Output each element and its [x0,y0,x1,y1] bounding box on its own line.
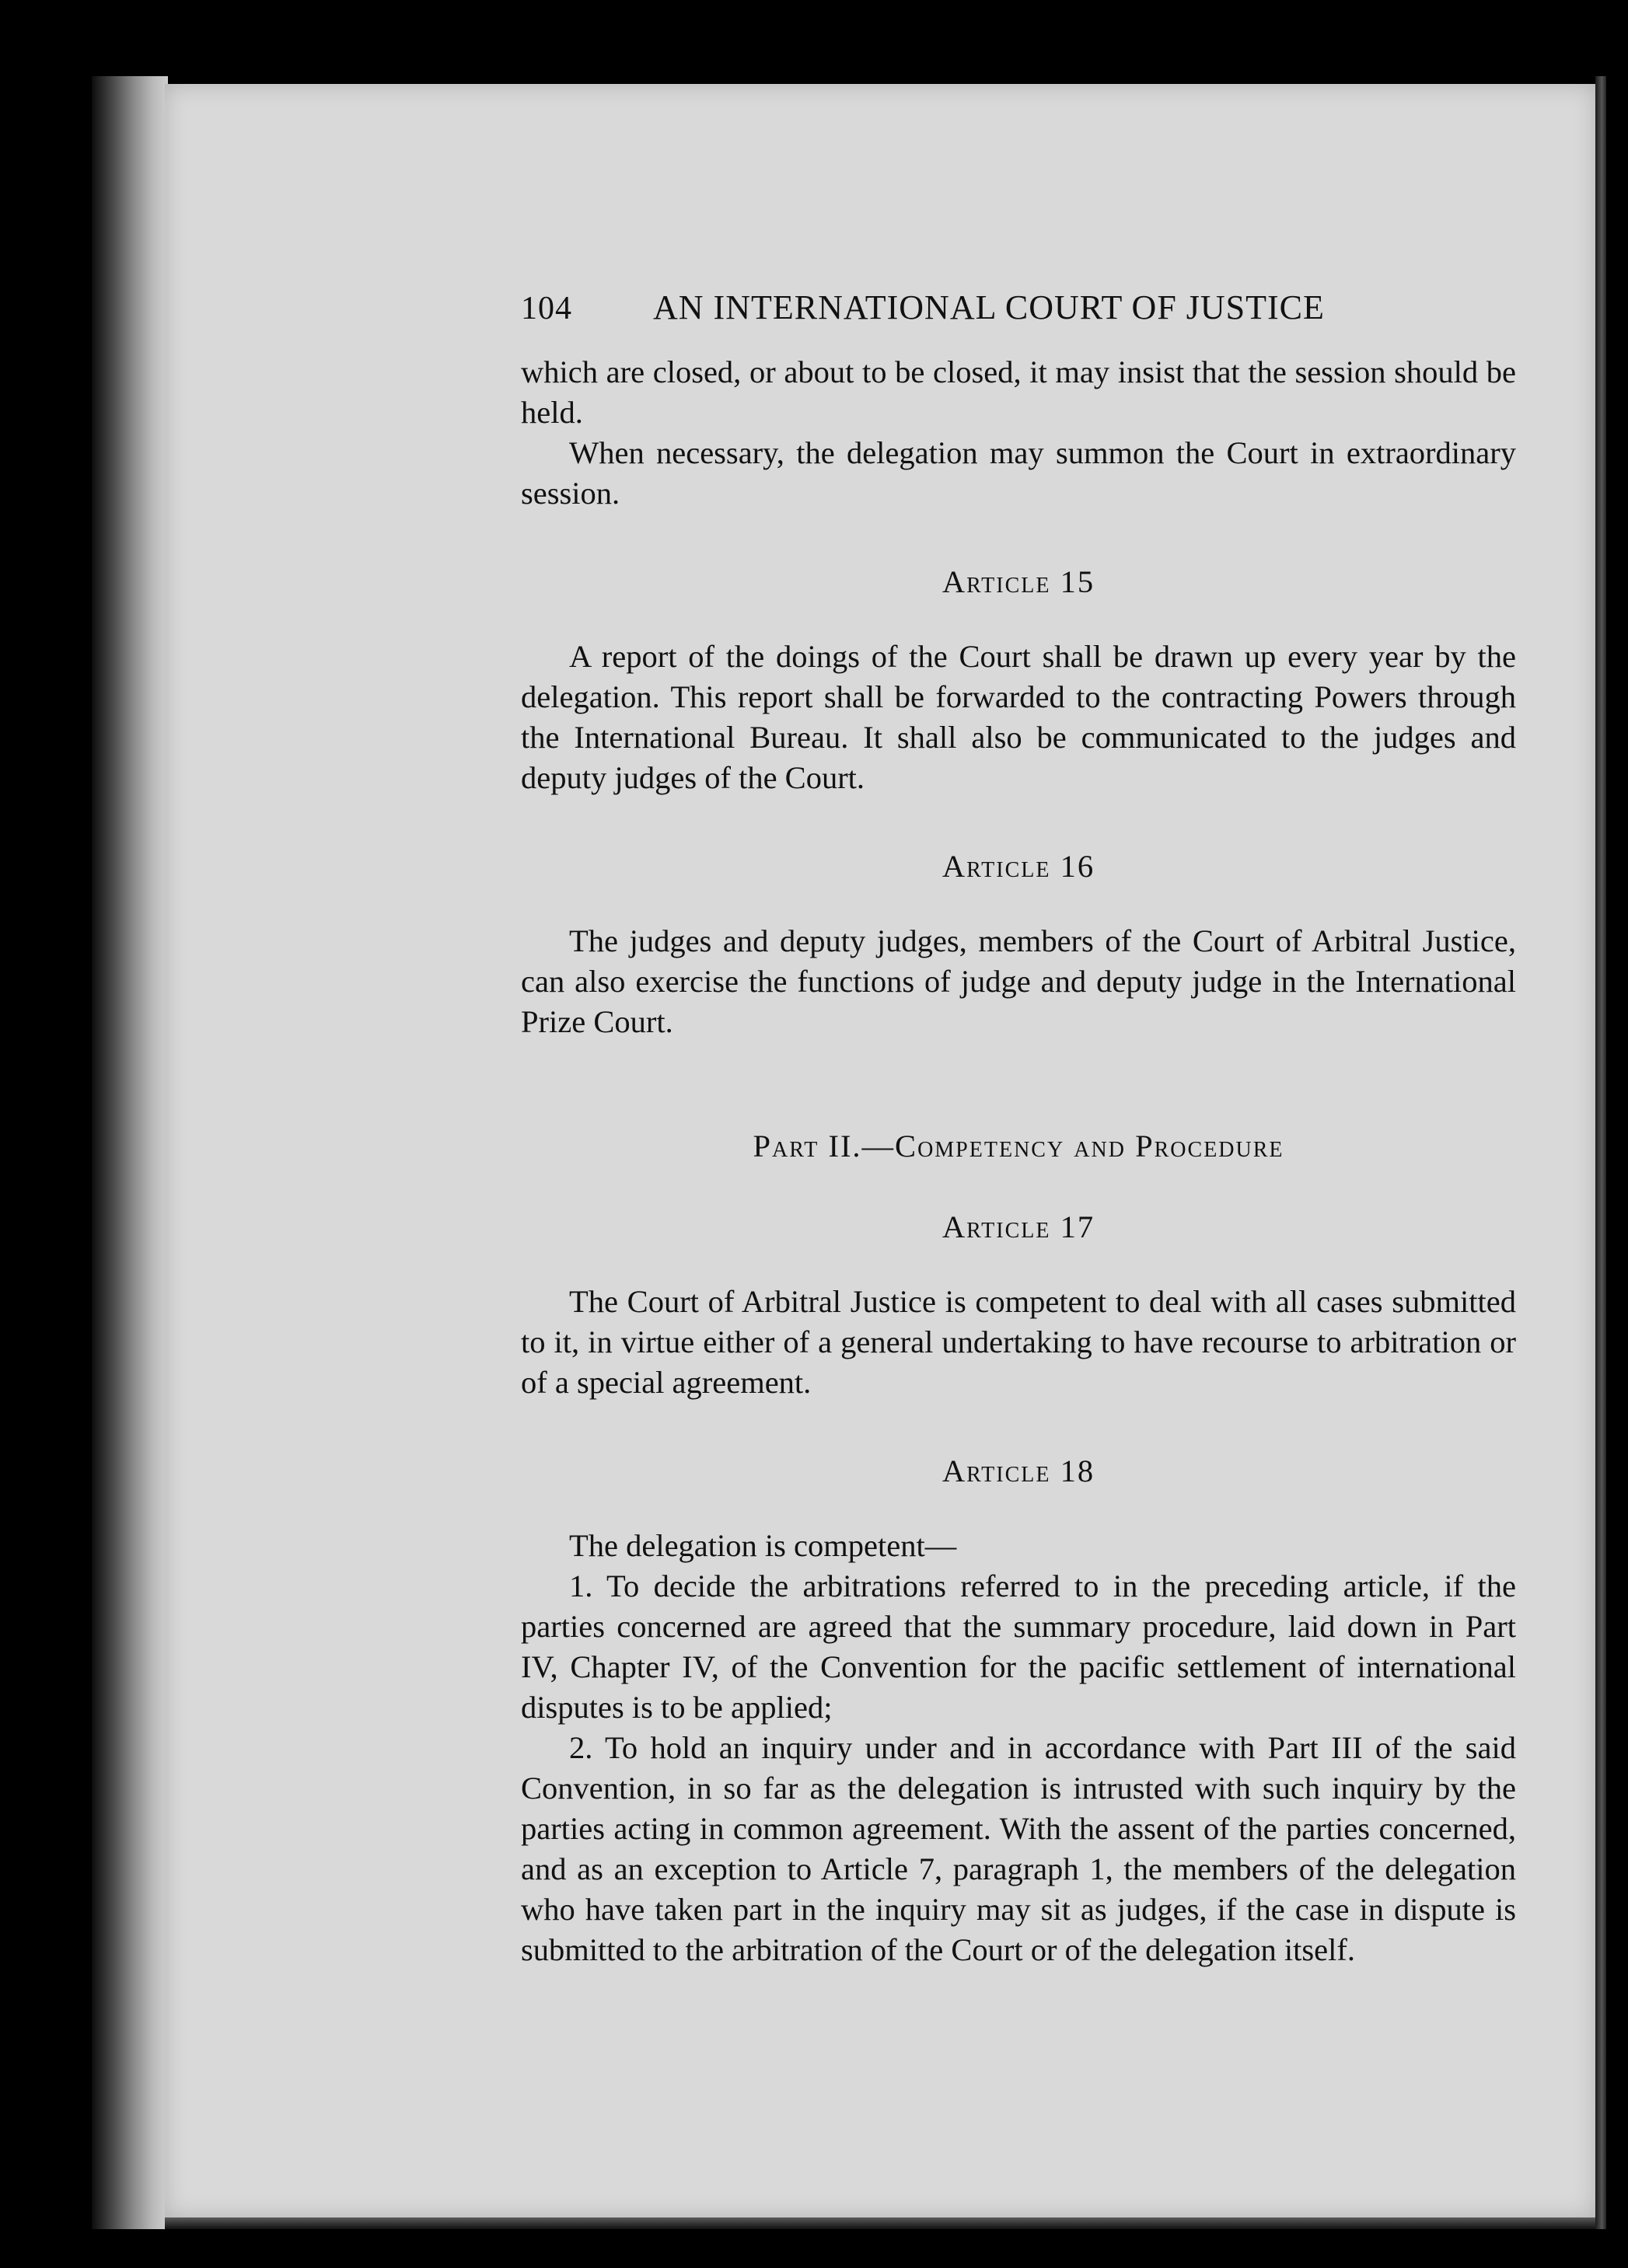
book-title: AN INTERNATIONAL COURT OF JUSTICE [653,288,1325,326]
article-17-heading: Article 17 [942,1209,1095,1244]
article-18-heading: Article 18 [942,1453,1095,1488]
page-content [521,288,1516,1970]
article-16-text: The judges and deputy judges, members of the Court of Arbitral Justice, can also exercise the functions of judge and deputy judge in the International Prize Court. [521,923,1516,1039]
article-15-text: A report of the doings of the Court shall be drawn up every year by the delegation. This report shall be forwarded to the contracting Powers through the International Bureau. It shall also be communicated to the judges and deputy judges of the Court. [521,639,1516,795]
article-16-heading: Article 16 [942,849,1095,884]
article-18-item-2: 2. To hold an inquiry under and in accordance with Part III of the said Convention, in so far as the delegation is intrusted with such inquiry by the parties acting in common agreement. With the assent of the parties concerned, and as an exception to Article 7, paragraph 1, the members of the delegation who have taken part in the inquiry may sit as judges, if the case in dispute is submitted to the arbitration of the Court or of the delegation itself. [521,1730,1516,1967]
page-edge [1595,76,1606,2229]
article-17-text: The Court of Arbitral Justice is competent to deal with all cases submitted to it, in virtue either of a general undertaking to have recourse to arbitration or of a special agreement. [521,1284,1516,1400]
part-2-heading: Part II.—Competency and Procedure [753,1129,1284,1164]
paragraph-extraordinary-session: When necessary, the delegation may summon the Court in extraordinary session. [521,435,1516,511]
article-15-heading: Article 15 [942,564,1095,599]
running-head [521,288,1516,329]
article-18-intro: The delegation is competent— [569,1528,957,1563]
book-binding [92,76,168,2229]
paragraph-continuation: which are closed, or about to be closed, it may insist that the session should be held. [521,354,1516,430]
article-18-item-1: 1. To decide the arbitrations referred to in the preceding article, if the parties concerned are agreed that the summary procedure, laid down in Part IV, Chapter IV, of the Convention for the pacific settlement of international disputes is to be applied; [521,1568,1516,1725]
page-number: 104 [521,291,572,326]
page-bottom-shadow [165,2217,1595,2229]
